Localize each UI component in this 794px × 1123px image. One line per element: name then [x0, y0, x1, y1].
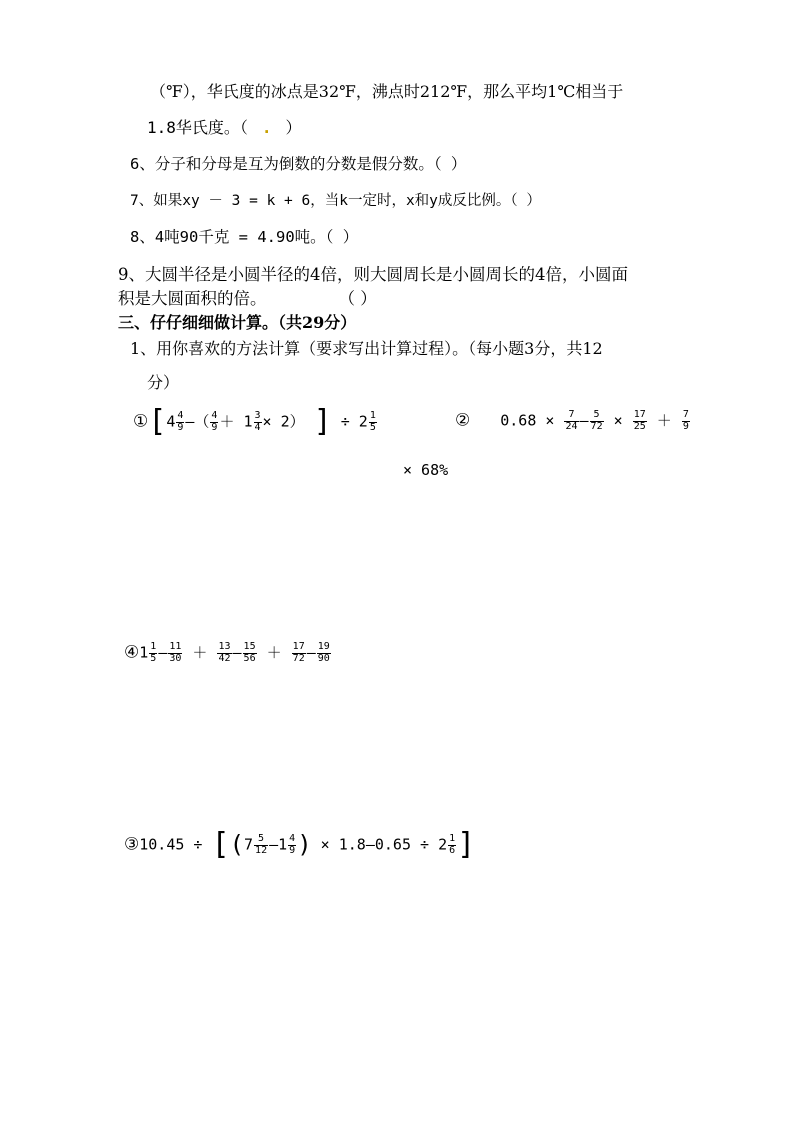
operator: × 2）	[262, 412, 305, 431]
answer-dot-mark: .	[261, 118, 272, 137]
right-square-bracket: ]	[457, 827, 476, 862]
question-9-text: 积是大圆面积的倍。	[118, 289, 267, 308]
fraction: $\frac{4}{9}$	[211, 410, 218, 433]
question-6: 6、分子和分母是互为倒数的分数是假分数。（ ）	[130, 155, 467, 173]
operator: ＋	[266, 643, 282, 662]
fraction: $\frac{15}{56}$	[243, 641, 256, 664]
instruction-line-2: 分）	[147, 373, 180, 392]
fraction: $\frac{17}{72}$	[292, 641, 305, 664]
operator: –	[232, 643, 242, 662]
question-8: 8、4吨90千克 = 4.90吨。（ ）	[130, 228, 359, 246]
expression-2	[455, 410, 691, 432]
expression-1	[133, 404, 378, 439]
operator: –1	[269, 835, 288, 854]
question-5-continuation: （℉），华氏度的冰点是32℉，沸点时212℉，那么平均1℃相当于	[150, 82, 624, 101]
instruction-line-1: 1、用你喜欢的方法计算（要求写出计算过程）。（每小题3分，共12	[130, 339, 603, 358]
fraction: $\frac{7}{24}$	[565, 409, 578, 432]
operator: ＋	[656, 411, 672, 430]
left-square-bracket: [	[148, 404, 167, 439]
expression-1-number: ①	[133, 411, 149, 432]
fraction: $\frac{19}{90}$	[317, 641, 330, 664]
operator: ＋ 1	[219, 412, 253, 431]
right-paren: )	[297, 830, 312, 859]
operator: –	[158, 643, 168, 662]
section-3-heading: 三、仔仔细细做计算。（共29分）	[118, 313, 357, 332]
operator: ＋	[192, 643, 208, 662]
fraction: $\frac{4}{9}$	[177, 410, 184, 433]
fraction: $\frac{5}{72}$	[590, 409, 603, 432]
fraction: $\frac{4}{9}$	[289, 833, 296, 856]
fraction: $\frac{1}{5}$	[150, 641, 157, 664]
question-5-answer-text: 1.8华氏度。（	[147, 118, 248, 137]
question-9-answer-paren: （ ）	[338, 289, 377, 308]
question-9-line-2	[118, 291, 377, 308]
left-square-bracket: [	[211, 827, 230, 862]
fraction: $\frac{11}{30}$	[169, 641, 182, 664]
expression-4	[124, 642, 332, 664]
operator: × 1.8–0.65 ÷ 2	[320, 835, 448, 854]
fraction: $\frac{13}{42}$	[218, 641, 231, 664]
fraction: $\frac{3}{4}$	[254, 410, 261, 433]
fraction: $\frac{5}{12}$	[255, 833, 268, 856]
question-5-answer-line	[147, 120, 302, 136]
fraction: $\frac{1}{6}$	[449, 833, 456, 856]
operator: –	[306, 643, 316, 662]
left-paren: (	[229, 830, 245, 859]
operand: 0.68 ×	[500, 411, 555, 430]
question-9-line-1: 9、大圆半径是小圆半径的4倍，则大圆周长是小圆周长的4倍，小圆面	[118, 265, 628, 284]
fraction: $\frac{17}{25}$	[633, 409, 646, 432]
expression-2-continuation: × 68%	[403, 461, 449, 479]
whole-number: 4	[166, 412, 176, 431]
question-7: 7、如果xy － 3 = k + 6，当k一定时，x和y成反比例。（ ）	[130, 193, 541, 209]
expression-2-number: ②	[455, 410, 471, 431]
operator: ÷ 2	[340, 412, 368, 431]
fraction: $\frac{7}{9}$	[682, 409, 689, 432]
expression-3-number: ③	[124, 834, 140, 855]
expression-4-number: ④	[124, 642, 140, 663]
whole-number: 1	[139, 643, 149, 662]
operand: 10.45 ÷	[139, 835, 203, 854]
expression-3	[124, 827, 476, 862]
operator: –（	[185, 412, 210, 431]
operator: –	[579, 411, 589, 430]
whole-number: 7	[244, 835, 254, 854]
fraction: $\frac{1}{5}$	[369, 410, 376, 433]
answer-close-paren: ）	[285, 118, 302, 137]
operator: ×	[613, 411, 623, 430]
right-square-bracket: ]	[313, 404, 332, 439]
